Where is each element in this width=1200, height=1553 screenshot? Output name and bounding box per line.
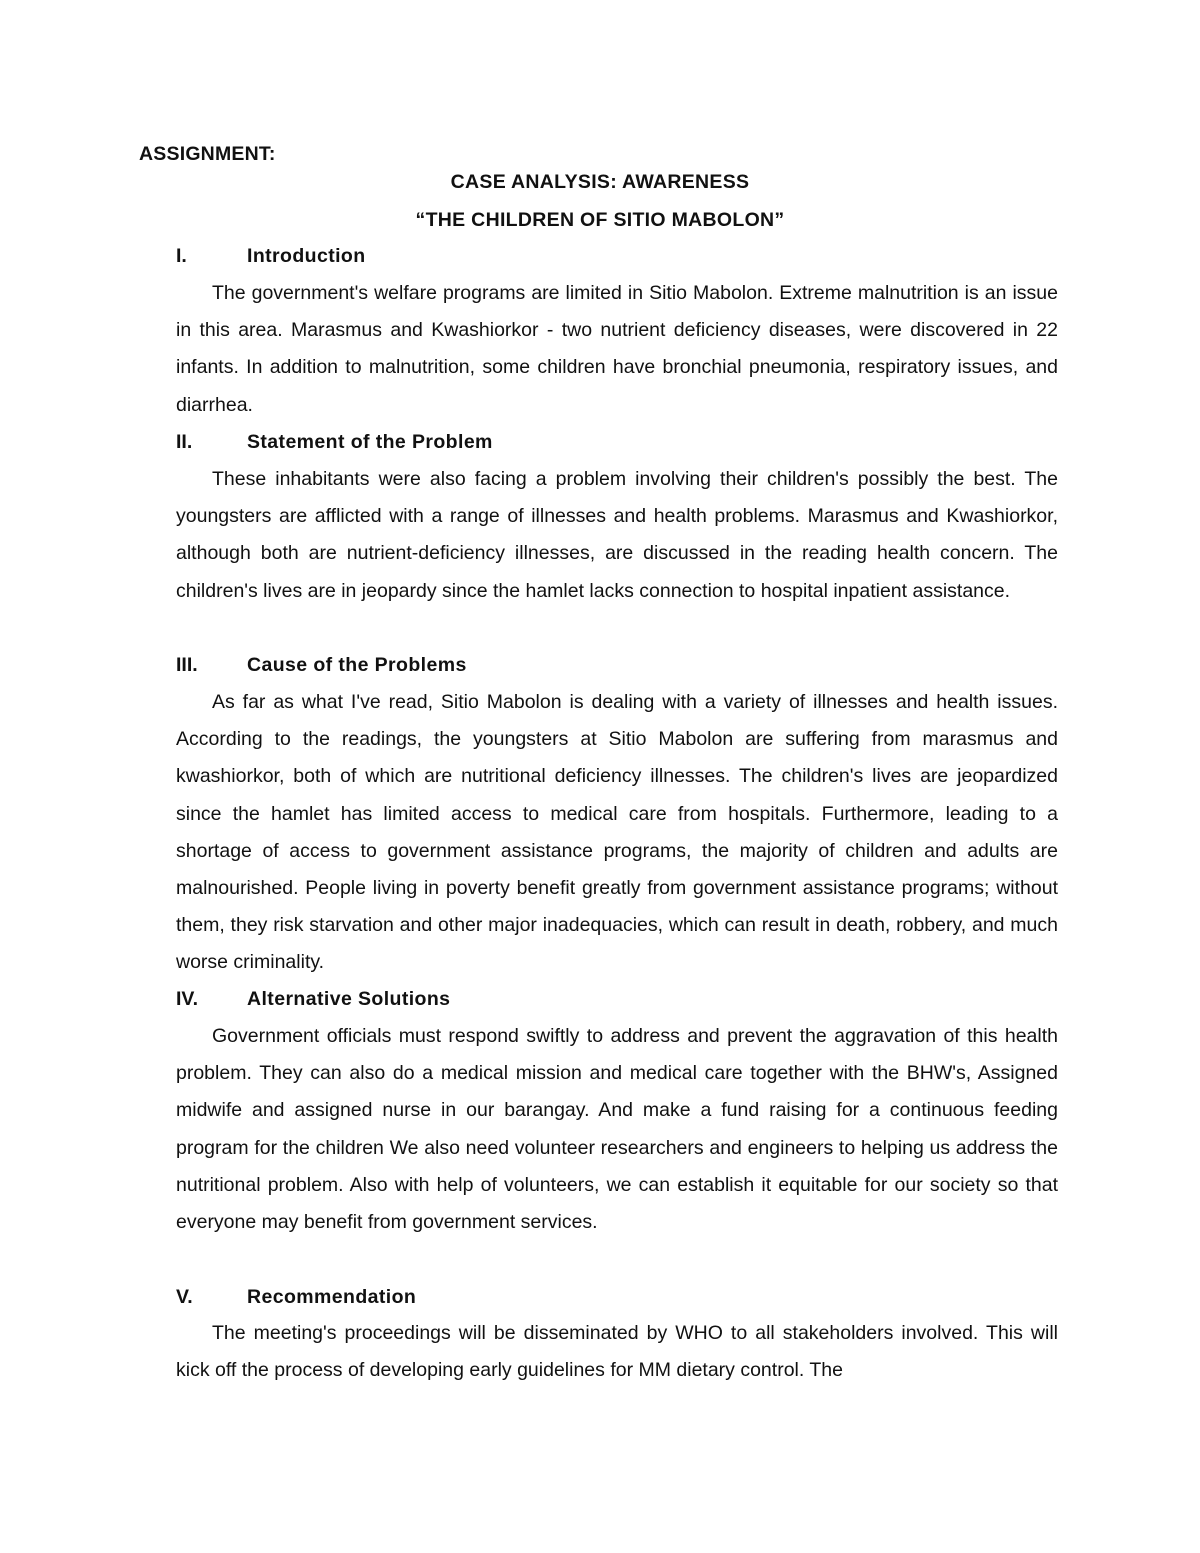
section-heading-statement-of-problem [176,430,1056,454]
section-heading-introduction [176,244,1056,268]
section-body-introduction: The government's welfare programs are limited in Sitio Mabolon. Extreme malnutrition is an issue in this area. Marasmus and Kwashiorkor - two nutrient deficiency diseases, were discovered in 22 infants. In addition to malnutrition, some children have bronchial pneumonia, respiratory issues, and diarrhea. [176,282,1058,416]
section-number: V. [176,1286,193,1308]
section-body-statement-of-problem: These inhabitants were also facing a problem involving their children's possibly the best. The youngsters are afflicted with a range of illnesses and health problems. Marasmus and Kwashiorkor, although both are nutrient-deficiency illnesses, are discussed in the reading health concern. The children's lives are in jeopardy since the hamlet lacks connection to hospital inpatient assistance. [176,468,1058,602]
section-number: II. [176,431,193,453]
section-body-alternative-solutions: Government officials must respond swiftly to address and prevent the aggravation of this health problem. They can also do a medical mission and medical care together with the BHW's, Assigned midwife and assigned nurse in our barangay. And make a fund raising for a continuous feeding program for the children We also need volunteer researchers and engineers to helping us address the nutritional problem. Also with help of volunteers, we can establish it equitable for our society so that everyone may benefit from government services. [176,1025,1058,1234]
section-body-recommendation: The meeting's proceedings will be disseminated by WHO to all stakeholders involved. This will kick off the process of developing early guidelines for MM dietary control. The [176,1322,1058,1382]
section-heading-recommendation [176,1285,1056,1309]
document-title: CASE ANALYSIS: AWARENESS [450,171,750,193]
section-title: Introduction [247,245,366,267]
document-subtitle: “THE CHILDREN OF SITIO MABOLON” [415,209,785,231]
section-heading-alternative-solutions [176,987,1056,1011]
section-title: Alternative Solutions [247,988,451,1010]
section-title: Recommendation [247,1286,417,1308]
section-heading-cause-of-problems [176,653,1056,677]
section-number: III. [176,654,198,676]
section-body-cause-of-problems: As far as what I've read, Sitio Mabolon is dealing with a variety of illnesses and health issues. According to the readings, the youngsters at Sitio Mabolon are suffering from marasmus and kwashiorkor, both of which are nutritional deficiency illnesses. The children's lives are jeopardized since the hamlet has limited access to medical care from hospitals. Furthermore, leading to a shortage of access to government assistance programs, the majority of children and adults are malnourished. People living in poverty benefit greatly from government assistance programs; without them, they risk starvation and other major inadequacies, which can result in death, robbery, and much worse criminality. [176,691,1058,974]
section-number: IV. [176,988,199,1010]
section-title: Statement of the Problem [247,431,493,453]
section-title: Cause of the Problems [247,654,467,676]
section-number: I. [176,245,187,267]
assignment-label: ASSIGNMENT: [139,143,276,165]
